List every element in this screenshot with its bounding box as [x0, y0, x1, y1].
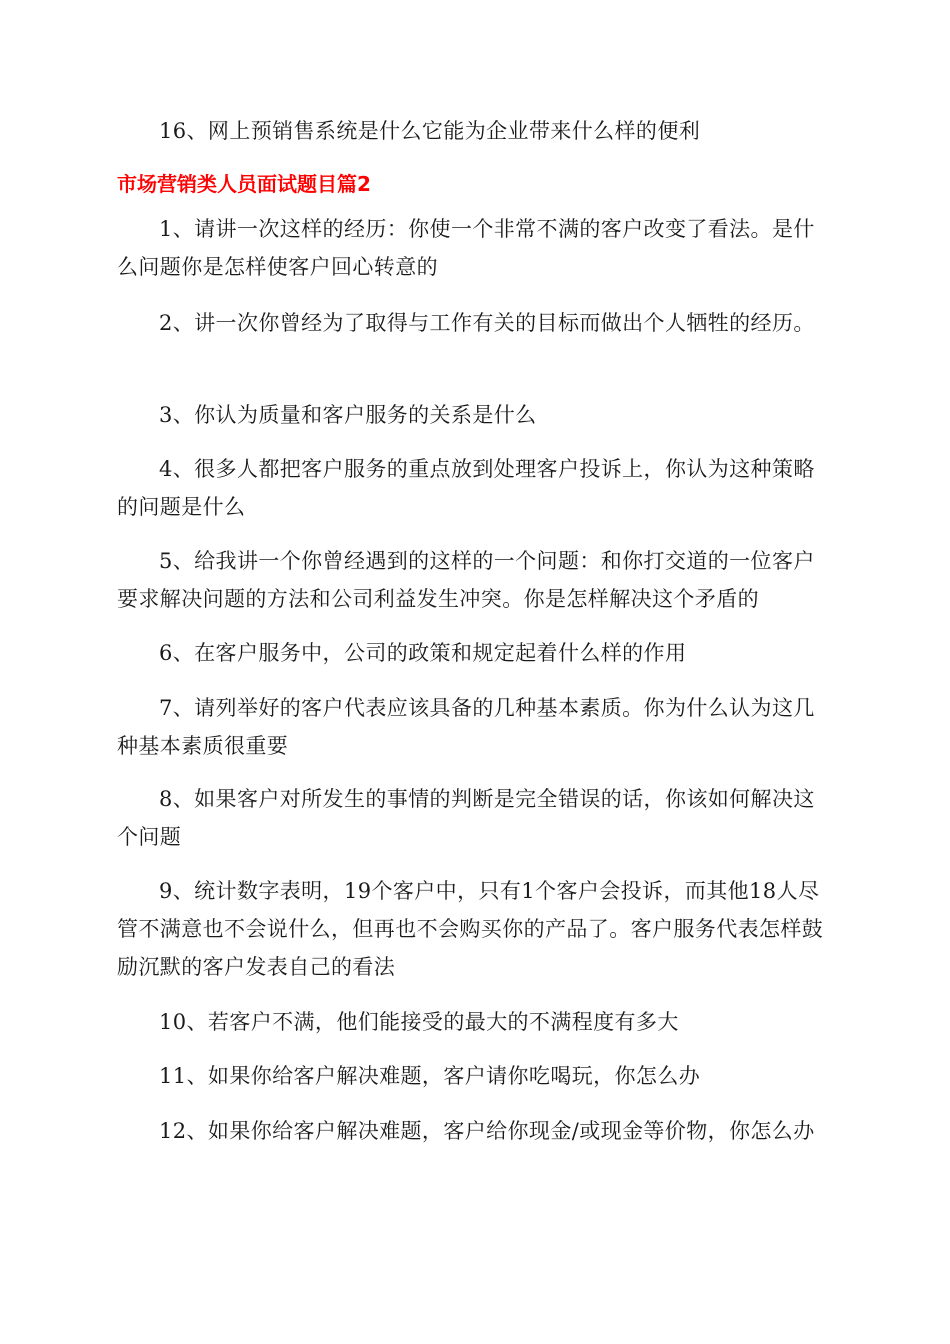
question-7: 7、请列举好的客户代表应该具备的几种基本素质。你为什么认为这几种基本素质很重要 [117, 696, 815, 758]
question-5: 5、给我讲一个你曾经遇到的这样的一个问题：和你打交道的一位客户要求解决问题的方法和公司利益发生冲突。你是怎样解决这个矛盾的 [117, 549, 815, 611]
question-6: 6、在客户服务中，公司的政策和规定起着什么样的作用 [159, 641, 687, 665]
section-title: 市场营销类人员面试题目篇2 [117, 172, 371, 196]
question-4: 4、很多人都把客户服务的重点放到处理客户投诉上，你认为这种策略的问题是什么 [117, 457, 815, 519]
question-10: 10、若客户不满，他们能接受的最大的不满程度有多大 [159, 1010, 679, 1034]
question-3: 3、你认为质量和客户服务的关系是什么 [159, 403, 537, 427]
question-9: 9、统计数字表明，19个客户中，只有1个客户会投诉，而其他18人尽管不满意也不会说什么，但再也不会购买你的产品了。客户服务代表怎样鼓励沉默的客户发表自己的看法 [117, 879, 824, 979]
question-2: 2、讲一次你曾经为了取得与工作有关的目标而做出个人牺牲的经历。 [159, 311, 815, 335]
question-1: 1、请讲一次这样的经历：你使一个非常不满的客户改变了看法。是什么问题你是怎样使客户回心转意的 [117, 217, 815, 279]
question-8: 8、如果客户对所发生的事情的判断是完全错误的话，你该如何解决这个问题 [117, 787, 815, 849]
question-12: 12、如果你给客户解决难题，客户给你现金/或现金等价物，你怎么办 [159, 1119, 815, 1143]
intro-item-16: 16、网上预销售系统是什么它能为企业带来什么样的便利 [159, 119, 701, 143]
question-11: 11、如果你给客户解决难题，客户请你吃喝玩，你怎么办 [159, 1064, 701, 1088]
